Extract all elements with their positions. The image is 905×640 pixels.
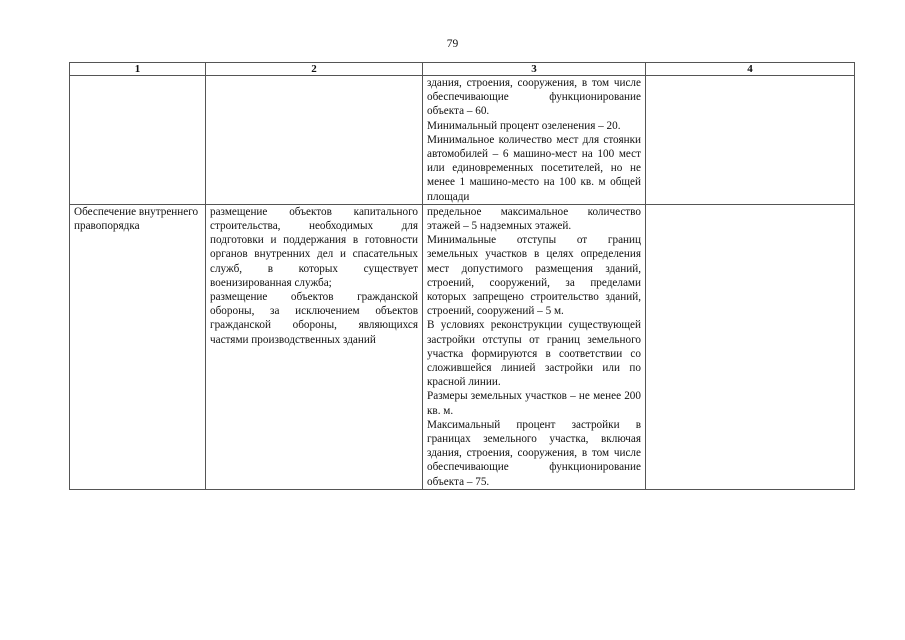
header-cell-2: 2 bbox=[206, 63, 423, 76]
header-cell-3: 3 bbox=[423, 63, 646, 76]
table-row bbox=[70, 204, 855, 489]
row2-desc-2: размещение объектов гражданской обороны, за исключением объектов гражданской обороны, являющихся частями производственных зданий bbox=[210, 291, 418, 346]
row2-param-4: Размеры земельных участков – не менее 200 кв. м. bbox=[427, 390, 641, 417]
row1-description-cell bbox=[206, 76, 423, 205]
row2-param-2: Минимальные отступы от границ земельных участков в целях определения мест допустимого размещения зданий, строений, сооружений, за пределами которых запрещено строительство зданий, строений, сооружений – 5 м. bbox=[427, 234, 641, 318]
row2-description-cell bbox=[206, 204, 423, 489]
header-cell-1: 1 bbox=[70, 63, 206, 76]
row1-param-1: здания, строения, сооружения, в том числе обеспечивающие функционирование объекта – 60. bbox=[427, 77, 641, 118]
row1-param-2: Минимальный процент озеленения – 20. bbox=[427, 119, 621, 132]
table-row bbox=[70, 76, 855, 205]
row2-param-3: В условиях реконструкции существующей застройки отступы от границ земельного участка формируются в соответствии со сложившейся линией застройки или по красной линии. bbox=[427, 319, 641, 389]
row2-notes-cell bbox=[646, 204, 855, 489]
row2-param-5: Максимальный процент застройки в границах земельного участка, включая здания, строения, сооружения, в том числе обеспечивающие функционирование объекта – 75. bbox=[427, 418, 641, 488]
row2-param-1: предельное максимальное количество этажей – 5 надземных этажей. bbox=[427, 205, 641, 233]
table-header-row bbox=[70, 63, 855, 76]
row1-use-type-cell bbox=[70, 76, 206, 205]
regulation-table bbox=[69, 62, 855, 490]
row2-desc-1: размещение объектов капитального строительства, необходимых для подготовки и поддержания в готовности органов внутренних дел и спасательных служб, в которых существует военизированная служба; bbox=[210, 205, 418, 289]
header-cell-4: 4 bbox=[646, 63, 855, 76]
page-number: 79 bbox=[446, 38, 459, 50]
row2-use-type-cell: Обеспечение внутреннего правопорядка bbox=[70, 204, 206, 489]
row1-parameters-cell bbox=[423, 76, 646, 205]
row1-param-3: Минимальное количество мест для стоянки автомобилей – 6 машино-мест на 100 мест или единовременных посетителей, но не менее 1 машино-место на 100 кв. м общей площади bbox=[427, 133, 641, 203]
row2-parameters-cell bbox=[423, 204, 646, 489]
row1-notes-cell bbox=[646, 76, 855, 205]
